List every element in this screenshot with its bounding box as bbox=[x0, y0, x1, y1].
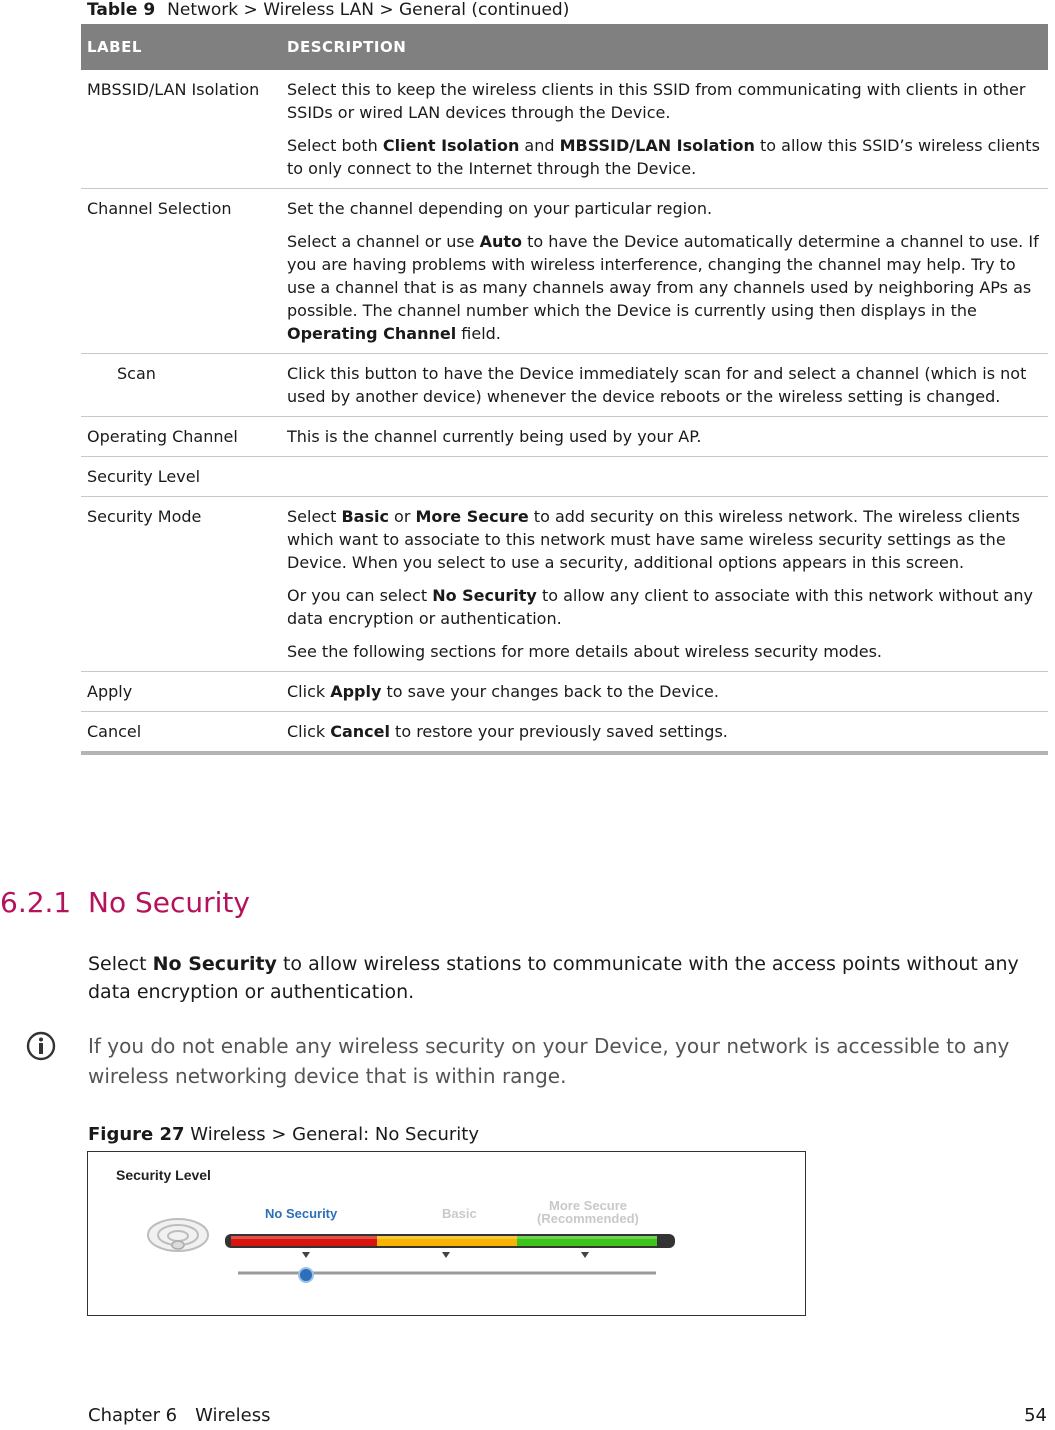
security-level-widget bbox=[88, 1152, 805, 1315]
option-basic[interactable]: Basic bbox=[442, 1206, 477, 1221]
row-label: Security Mode bbox=[81, 497, 281, 672]
row-paragraph: Or you can select No Security to allow any client to associate with this network without any data encryption or authentication. bbox=[287, 586, 1033, 628]
section-number: 6.2.1 bbox=[0, 886, 72, 919]
marker-arrow-basic bbox=[442, 1252, 450, 1258]
table-row-security-mode bbox=[81, 497, 1048, 672]
figure-caption bbox=[88, 1124, 479, 1145]
table-row-apply bbox=[81, 672, 1048, 712]
table-header-row bbox=[81, 24, 1048, 70]
option-more-secure-recommended: (Recommended) bbox=[537, 1211, 639, 1226]
figure-title: Wireless > General: No Security bbox=[184, 1124, 479, 1145]
row-paragraph: Click this button to have the Device immediately scan for and select a channel (which is not used by another device) whenever the device reboots or the wireless setting is changed. bbox=[287, 364, 1027, 406]
row-label: Cancel bbox=[81, 712, 281, 754]
figure-number: Figure 27 bbox=[88, 1124, 185, 1145]
row-description bbox=[281, 189, 1048, 354]
row-label: MBSSID/LAN Isolation bbox=[81, 70, 281, 189]
slider-handle[interactable] bbox=[299, 1268, 313, 1282]
table-row-scan bbox=[81, 354, 1048, 417]
row-description bbox=[281, 417, 1048, 457]
table-row-channel-selection bbox=[81, 189, 1048, 354]
row-label: Operating Channel bbox=[81, 417, 281, 457]
row-paragraph: See the following sections for more details about wireless security modes. bbox=[287, 642, 883, 661]
header-description: DESCRIPTION bbox=[281, 24, 1048, 70]
row-paragraph: Set the channel depending on your particular region. bbox=[287, 199, 713, 218]
section-paragraph: Select No Security to allow wireless stations to communicate with the access points without any data encryption or authentication. bbox=[88, 953, 1019, 1003]
row-description bbox=[281, 70, 1048, 189]
table-caption bbox=[87, 0, 569, 20]
table-row-security-level bbox=[81, 457, 1048, 497]
header-label: LABEL bbox=[81, 24, 281, 70]
table-number: Table 9 bbox=[87, 0, 156, 20]
row-description bbox=[281, 457, 1048, 497]
security-strength-bar bbox=[225, 1234, 675, 1248]
section-title: No Security bbox=[88, 886, 250, 919]
table-row-cancel bbox=[81, 712, 1048, 754]
marker-arrow-more-secure bbox=[581, 1252, 589, 1258]
row-paragraph: This is the channel currently being used by your AP. bbox=[287, 427, 702, 446]
row-label: Scan bbox=[81, 354, 281, 417]
row-label: Channel Selection bbox=[81, 189, 281, 354]
row-description bbox=[281, 712, 1048, 754]
row-paragraph: Click Apply to save your changes back to the Device. bbox=[287, 682, 719, 701]
info-note-icon bbox=[26, 1031, 56, 1061]
row-description bbox=[281, 497, 1048, 672]
description-table bbox=[81, 24, 1048, 755]
row-paragraph: Click Cancel to restore your previously saved settings. bbox=[287, 722, 728, 741]
table-row-operating-channel bbox=[81, 417, 1048, 457]
row-label: Apply bbox=[81, 672, 281, 712]
note-text: If you do not enable any wireless security on your Device, your network is accessible to any wireless networking device that is within range. bbox=[88, 1034, 1010, 1088]
row-paragraph: Select a channel or use Auto to have the Device automatically determine a channel to use. If you are having problems with wireless interference, changing the channel may help. Try to use a channel that is as many channels away from any channels used by neighboring APs as possible. The channel number which the Device is currently using then displays in the Operating Channel field. bbox=[287, 232, 1039, 343]
row-description bbox=[281, 354, 1048, 417]
row-paragraph: Select both Client Isolation and MBSSID/LAN Isolation to allow this SSID’s wireless clients to only connect to the Internet through the Device. bbox=[287, 136, 1040, 178]
marker-arrow-no-security bbox=[302, 1252, 310, 1258]
row-paragraph: Select Basic or More Secure to add security on this wireless network. The wireless clients which want to associate to this network must have same wireless security settings as the Device. When you select to use a security, additional options appears in this screen. bbox=[287, 507, 1020, 572]
row-description bbox=[281, 672, 1048, 712]
option-more-secure[interactable]: More Secure bbox=[549, 1198, 628, 1213]
security-level-heading: Security Level bbox=[116, 1167, 211, 1183]
table-title: Network > Wireless LAN > General (continued) bbox=[167, 0, 570, 20]
row-label: Security Level bbox=[81, 457, 281, 497]
page-number: 54 bbox=[1024, 1405, 1047, 1426]
row-paragraph: Select this to keep the wireless clients in this SSID from communicating with clients in other SSIDs or wired LAN devices through the Device. bbox=[287, 80, 1026, 122]
figure-screenshot bbox=[87, 1151, 806, 1316]
wireless-icon bbox=[148, 1219, 208, 1251]
option-no-security[interactable]: No Security bbox=[265, 1206, 338, 1221]
footer-chapter: Chapter 6 Wireless bbox=[88, 1405, 271, 1426]
table-row-mbssid bbox=[81, 70, 1048, 189]
